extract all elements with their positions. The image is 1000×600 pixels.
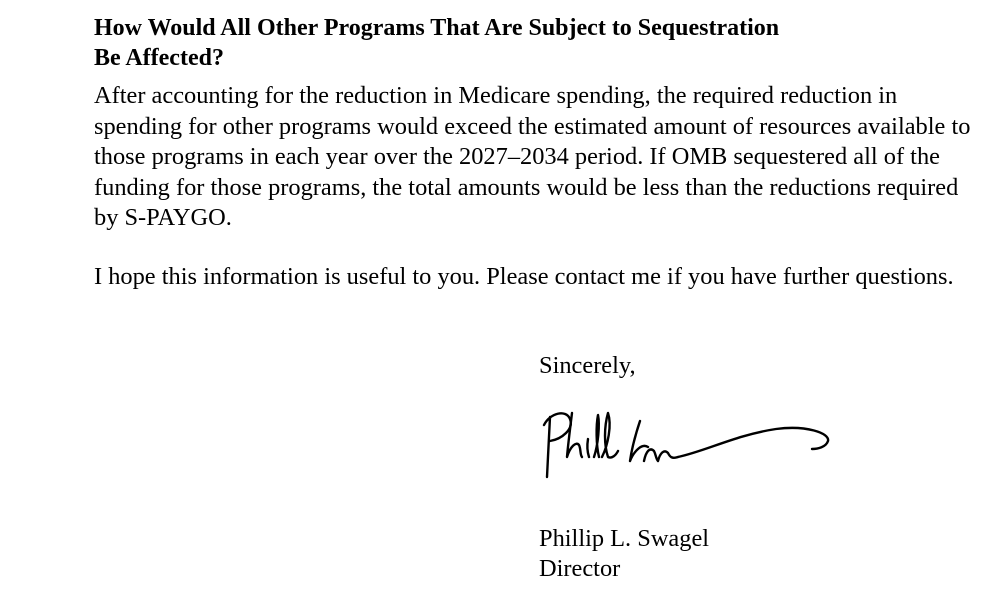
- signature-stroke-l1: [594, 415, 599, 457]
- body-paragraph-closing-note: I hope this information is useful to you. Please contact me if you have further questions.: [94, 263, 954, 290]
- signature-stroke-flourish: [678, 428, 828, 457]
- salutation: Sincerely,: [539, 352, 636, 379]
- signature-stroke-l2: [602, 413, 618, 458]
- signature-stroke-m: [644, 449, 678, 461]
- section-heading: [94, 13, 954, 73]
- signer-title: Director: [539, 555, 621, 582]
- signer-name: Phillip L. Swagel: [539, 525, 710, 552]
- section-heading-line-1: How Would All Other Programs That Are Subject to Sequestration: [94, 15, 780, 41]
- section-heading-line-2: Be Affected?: [94, 45, 224, 71]
- signature-stroke-p-stem: [547, 417, 550, 477]
- handwritten-signature-image: [536, 405, 836, 487]
- signature-stroke-i: [587, 439, 589, 457]
- body-paragraph-sequestration: After accounting for the reduction in Medicare spending, the required reduction in spending for other programs would exceed the estimated amount of resources available to those programs in each year over the 2027–2034 period. If OMB sequestered all of the funding for those programs, the total amounts would be less than the reductions required by S-PAYGO.: [94, 82, 971, 231]
